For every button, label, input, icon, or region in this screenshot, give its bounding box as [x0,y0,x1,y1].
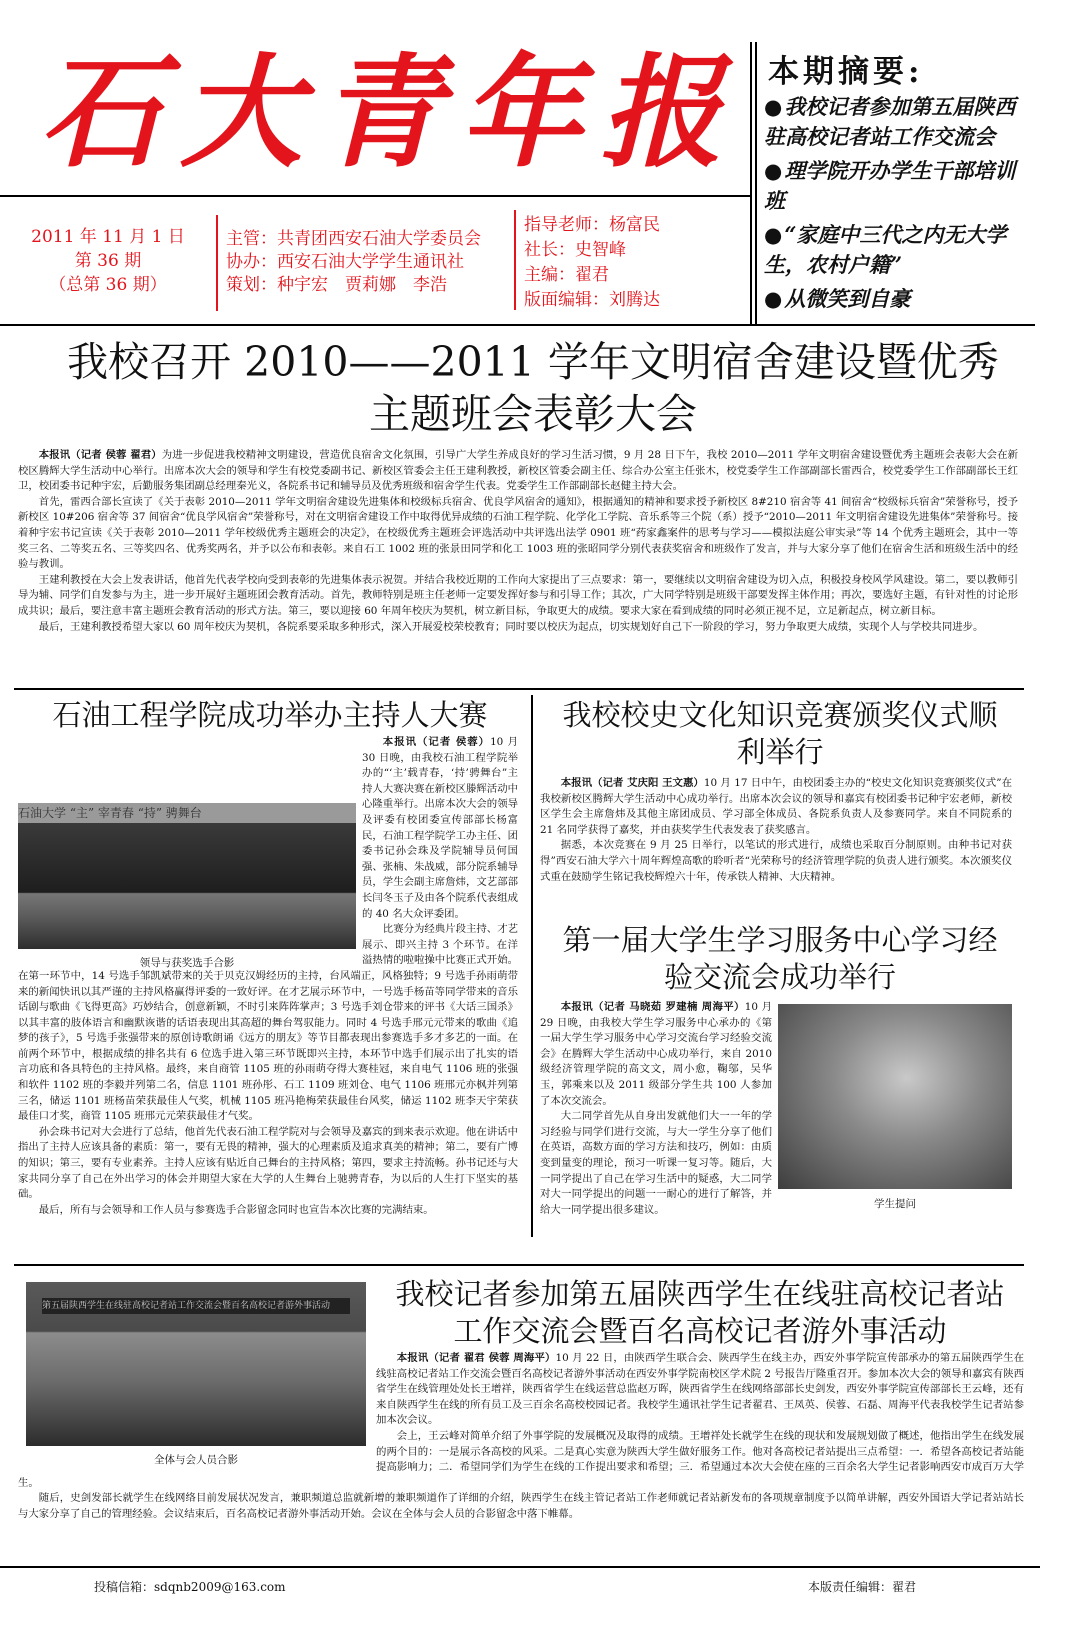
lead-paragraph: 王建利教授在大会上发表讲话，他首先代表学校向受到表彰的先进集体表示祝贺。并结合我校近期的工作向大家提出了三点要求：第一，要继续以文明宿舍建设为切入点，积极投身校风学风建设。第二，要以教师引导为辅、同学们自发参与为主，进一步开展好主题班团会教育活动。首先，教师特别是班主任老师一定要发挥好参与和引导工作；其次，广大同学特别是班级干部要发挥主体作用；再次，要选好主题，有针对性的讨论形成共识；最后，要注意丰富主题班会教育活动的形式方法。第三，要以迎接 60 年周年校庆为契机，树立新目标，争取更大的成绩。要求大家在看到成绩的同时必须正视不足，立足新起点，树立新目标。 [18,573,1018,617]
column-divider [531,695,533,1237]
reporters-title-line1: 我校记者参加第五届陕西学生在线驻高校记者站 [395,1277,1005,1311]
host-contest-body [18,735,518,1218]
history-quiz-byline: 本报讯（记者 艾庆阳 王文惠） [560,777,704,789]
lead-bottom-rule [14,688,1024,690]
study-center-paragraph: 大二同学首先从自身出发就他们大一一年的学习经验与同学们进行交流，与大一学生分享了他们在英语，高数方面的学习方法和技巧，例如：由质变到量变的理论，预习一听课一复习等。随后，大一同学提出了自己在学习生活中的疑惑，大二同学对大一同学提出的问题一一耐心的进行了解答，并给大一同学提出很多建议。 [540,1110,772,1216]
editor-layout: 版面编辑：刘腾达 [524,290,660,310]
host-contest-paragraph: 比赛分为经典片段主持、才艺展示、即兴主持 3 个环节。在洋溢热情的啦啦操中比赛正式开始。在第一环节中，14 号选手邹凯斌带来的关于贝克汉姆经历的主持，台风端正，风格独特；9 号选手孙雨萌带来的新闻快讯以其严谨的主持风格赢得评委的一致好评。在才艺展示环节中，一号选手杨苗等同学带来的音乐话剧与歌曲《飞得更高》巧妙结合，创意新颖，不时引来阵阵掌声；3 号选手刘仓带来的评书《大话三国杀》以其丰富的肢体语言和幽默诙谐的话语表现出其高超的舞台驾驭能力。同时 4 号选手邢元元带来的歌曲《追梦的孩子》，5 号选手张强带来的原创诗歌朗诵《远方的朋友》等节目都表现出参赛选手多才多艺的一面。在前两个环节中，根据成绩的排名共有 6 位选手进入第三环节既即兴主持，本环节中选手们展示出了扎实的语言功底和各具特色的主持风格。最终，来自商管 1105 班的孙雨萌夺得大赛桂冠，来自电气 1106 班的张强和软件 1102 班的李毅并列第二名，信息 1101 班孙彤、石工 1109 班刘仓、电气 1106 班邢元亦枫并列第三名，储运 1101 班杨苗荣获最佳人气奖，机械 1105 班冯艳梅荣获最佳台风奖，储运 1102 班李天宇荣获最佳口才奖，商管 1105 班邢元元荣获最佳才气奖。 [18,923,518,1123]
issue-total: （总第 36 期） [49,275,167,295]
study-center-title [540,922,1020,996]
summary-list [764,92,1032,318]
lead-title-line2: 主题班会表彰大会 [369,390,697,438]
lead-byline: 本报讯（记者 侯蓉 翟君） [38,449,162,461]
history-quiz-body [540,776,1012,885]
lead-paragraph: 最后，王建利教授希望大家以 60 周年校庆为契机，各院系要采取多种形式，深入开展爱校荣校教育；同时要以校庆为起点，切实规划好自己下一阶段的学习，努力争取更大成绩，实现个人与学校共同进步。 [38,620,984,633]
study-center-paragraph: 10 月 29 日晚，由我校大学生学习服务中心承办的《第一届大学生学习服务中心学习交流台学习经验交流会》在腾辉大学生活动中心成功举行，来自 2010 级经济管理学院的高文文，周小愈，鞠邬，吴华玉，郭乘来以及 2011 级部分学生共 100 人参加了本次交流会。 [540,1001,772,1107]
masthead-divider [0,195,752,197]
study-center-body [540,1000,1012,1218]
host-contest-paragraph: 孙会珠书记对大会进行了总结，他首先代表石油工程学院对与会领导及嘉宾的到来表示欢迎。他在讲话中指出了主持人应该具备的素质：第一，要有无畏的精神，强大的心理素质及追求真美的精神；第二，要有广博的知识；第三，要有专业素养。主持人应该有贴近自己舞台的主持风格；第四，要求主持流畅。孙书记还与大家共同分享了自己在外出学习的体会并期望大家在大学的人生舞台上驰骋青春，为以后的人生打下坚实的基础。 [18,1125,518,1201]
host-contest-paragraph: 10 月 30 日晚，由我校石油工程学院举办的“‘主’载青春，‘持’骋舞台”主持人大赛决赛在新校区滕辉活动中心隆重举行。出席本次大会的领导及评委有校团委宣传部部长杨富民，石油工程学院学工办主任、团委书记孙会珠及学院辅导员何国强、张楠、朱战威，部分院系辅导员，学生会副主席詹炜，文艺部部长闫冬玉子及由各个院系代表组成的 40 名大众评委团。 [362,736,518,920]
host-contest-caption: 领导与获奖选手合影 [139,957,235,969]
reporters-caption: 全体与会人员合影 [154,1454,238,1466]
editor-advisor: 指导老师：杨富民 [524,215,660,235]
header-bottom-rule [0,324,1035,326]
study-center-title-line1: 第一届大学生学习服务中心学习经 [562,923,998,957]
reporters-title [372,1276,1028,1350]
host-contest-byline: 本报讯（记者 侯蓉） [382,736,491,748]
section-rule [14,1264,1024,1266]
footer-contribute: 投稿信箱：sdqnb2009@163.com [94,1580,286,1594]
issue-date: 2011 年 11 月 1 日 [31,227,185,247]
lead-body [18,448,1018,635]
editor-info [524,213,744,313]
host-contest-title: 石油工程学院成功举办主持人大赛 [52,698,488,732]
study-center-title-line2: 验交流会成功举行 [663,960,896,994]
reporters-body [18,1351,1024,1523]
history-quiz-title [540,697,1020,771]
issue-info [22,225,194,297]
reporters-byline: 本报讯（记者 翟君 侯蓉 周海平） [396,1352,556,1364]
lead-title-line1: 我校召开 2010——2011 学年文明宿舍建设暨优秀 [67,338,999,386]
sponsor-info [226,228,511,297]
summary-title: 本期摘要: [768,54,924,90]
history-quiz-title-line1: 我校校史文化知识竞赛颁奖仪式顺 [562,698,998,732]
reporters-title-line2: 工作交流会暨百名高校记者游外事活动 [453,1314,947,1348]
lead-headline [18,336,1048,440]
host-contest-paragraph: 最后，所有与会领导和工作人员与参赛选手合影留念同时也宣告本次比赛的完满结束。 [38,1203,434,1216]
summary-item: ● 我校记者参加第五届陕西驻高校记者站工作交流会 [764,92,1032,152]
masthead-title: 石大青年报 [40,40,740,184]
editor-president: 社长：史智峰 [524,240,626,260]
lead-paragraph: 首先，雷西合部长宣读了《关于表彰 2010—2011 学年文明宿舍建设先进集体和校级标兵宿舍、优良学风宿舍的通知》，根据通知的精神和要求授予新校区 8#210 宿舍等 41 间宿舍“校级标兵宿舍”荣誉称号，授予新校区 10#206 宿舍等 37 间宿舍“优良学风宿舍”荣誉称号，对在文明宿舍建设工作中取得优异成绩的石油工程学院、化学化工学院、音乐系等三个院（系）授予“2010—2011 年文明宿舍建设先进集体”荣誉称号。接着种宇宏书记宣读《关于表彰 2010—2011 学年校级优秀主题班会的决定》，在校级优秀主题班会评选活动中共评选出法学 0901 班“药家鑫案件的思考与学习——模拟法庭公审实录”等 14 个优秀主题班会，其中一等奖三名、二等奖五名、三等奖四名、优秀奖两名，并予以公布和表彰。来自石工 1002 班的张景田同学和化工 1003 班的张昭同学分别代表获奖宿舍和班级作了发言，并与大家分享了他们在宿舍生活和班级生活中的经验与教训。 [18,495,1018,571]
sponsor-co: 协办：西安石油大学学生通讯社 [226,252,464,272]
summary-divider-inner [755,42,757,324]
study-center-byline: 本报讯（记者 马晓茹 罗建楠 周海平） [560,1001,745,1013]
summary-divider [750,42,752,324]
reporters-paragraph: 随后，史剑发部长就学生在线网络目前发展状况发言，兼职频道总监就新增的兼职频道作了详细的介绍，陕西学生在线主管记者站工作老师就记者站新发布的各项规章制度予以简单讲解，西安外国语大学记者站站长与大家分享了自己的管理经验。会议结束后，百名高校记者游外事活动开始。会议在全体与会人员的合影留念中落下帷幕。 [18,1492,1024,1520]
footer-responsible: 本版责任编辑：翟君 [808,1580,917,1594]
history-quiz-title-line2: 利举行 [736,735,824,769]
sponsor-plan: 策划：种宇宏 贾莉娜 李浩 [226,275,447,295]
photo-banner: 第五届陕西学生在线驻高校记者站工作交流会暨百名高校记者游外事活动 [42,1298,350,1314]
summary-item: ● 理学院开办学生干部培训班 [764,156,1032,216]
footer-rule [0,1566,1040,1568]
reporters-paragraph: 会上，王云峰对简单介绍了外事学院的发展概况及取得的成绩。王增祥处长就学生在线的现状和发展规划做了概述，他指出学生在线发展的两个目的：一是展示各高校的风采。二是真心实意为陕西大学生做好服务工作。他对各高校记者站提出三点希望：一．希望各高校记者站能提高影响力；二．希望同学们为学生在线的工作提出要求和希望；三．希望通过本次大会使在座的三百余名大学生记者影响西安市成百万大学生。 [18,1429,1024,1489]
sponsor-host: 主管：共青团西安石油大学委员会 [226,229,481,249]
summary-item: ● 从微笑到自豪 [764,284,1032,314]
history-quiz-paragraph: 10 月 17 日中午，由校团委主办的“校史文化知识竞赛颁奖仪式”在我校新校区腾辉大学生活动中心成功举行。出席本次会议的领导和嘉宾有校团委书记种宇宏老师，新校区学生会主席詹炜及其他主席团成员、学习部全体成员、各院系负责人及参赛同学。来自不同院系的 21 名同学获得了嘉奖，并由获奖学生代表发表了获奖感言。 [540,777,1012,836]
reporters-paragraph: 10 月 22 日，由陕西学生联合会、陕西学生在线主办，西安外事学院宣传部承办的第五届陕西学生在线驻高校记者站工作交流会暨百名高校记者游外事活动在西安外事学院南校区学术院 2 号报告厅隆重召开。参加本次大会的领导和嘉宾有陕西省学生在线管理处处长王增祥，陕西省学生在线运营总监赵万晖，陕西省学生在线网络部部长史剑发，西安外事学院宣传部部长王云峰，还有来自陕西学生在线的所有员工及三百余名高校校园记者。我校学生通讯社学生记者翟君、王凤英、侯蓉、石磊、周海平代表我校学生记者站参加本次会议。 [376,1352,1024,1427]
history-quiz-paragraph: 据悉，本次竞赛在 9 月 25 日举行，以笔试的形式进行，成绩也采取百分制原则。由种书记对获得”西安石油大学六十周年辉煌高歌的聆听者“光荣称号的经济管理学院的负责人进行颁奖。本次颁奖仪式重在鼓励学生铭记我校辉煌六十年，传承铁人精神、大庆精神。 [540,839,1012,883]
issue-number: 第 36 期 [74,251,142,271]
editor-chief: 主编：翟君 [524,265,609,285]
sponsor-divider [514,210,516,310]
lead-paragraph: 为进一步促进我校精神文明建设，营造优良宿舍文化氛围，引导广大学生养成良好的学习生活习惯，9 月 28 日下午，我校 2010—2011 学年文明宿舍建设暨优秀主题班会表彰大会在新校区腾辉大学生活动中心举行。出席本次大会的领导和学生有校党委副书记、新校区管委会主任王建利教授，新校区管委会副主任、综合办公室主任张木，校党委学生工作部副部长雷西合，校党委学生工作部副部长王红卫，校团委书记种宇宏，后勤服务集团副总经理秦光义，各院系书记和辅导员及优秀班级和宿舍学生代表。党委学生工作部副部长赵健主持大会。 [18,449,1018,493]
photo-banner: 石油大学 “主” 宰青春 “持” 骋舞台 [18,803,356,823]
issue-divider [216,215,218,311]
summary-item: ● “家庭中三代之内无大学生，农村户籍” [764,220,1032,280]
study-center-caption: 学生提问 [874,1198,916,1210]
